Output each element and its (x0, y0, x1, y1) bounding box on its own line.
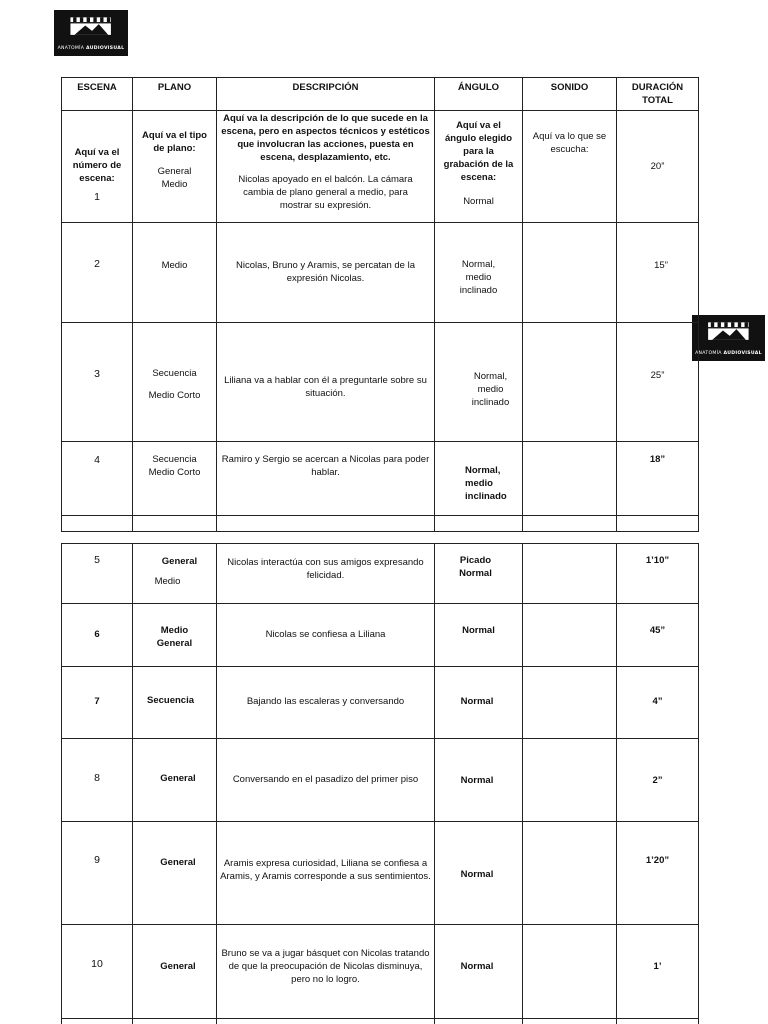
cell-plano (133, 111, 217, 223)
cell-plano: General (133, 925, 217, 1019)
cell-plano (133, 544, 217, 604)
cell-angulo: Normal, medio inclinado (435, 223, 523, 323)
empty-row (62, 516, 699, 532)
cell-descripcion: Liliana va a hablar con él a preguntarle sobre su situación. (217, 323, 435, 442)
plano-line-2: Medio Corto (148, 467, 201, 478)
cell-descripcion: Nicolas se confiesa a Liliana (217, 604, 435, 667)
cell-sonido (523, 604, 617, 667)
header-descripcion: DESCRIPCIÓN (217, 78, 435, 111)
cell-duracion: 25” (617, 323, 699, 442)
table-row (62, 739, 699, 822)
cell-plano: Medio General (133, 604, 217, 667)
storyboard-table (61, 77, 699, 532)
cell-duracion: 15” (617, 223, 699, 323)
cell-angulo: Normal (435, 822, 523, 925)
cell-duracion: 4” (617, 667, 699, 739)
brand-caption: ANATOMÍA AUDIOVISUAL (695, 351, 762, 357)
cell-plano: General (133, 822, 217, 925)
cell-angulo: Picado Normal (435, 544, 523, 604)
header-duracion: DURACIÓN TOTAL (617, 78, 699, 111)
descripcion-value: Nicolas apoyado en el balcón. La cámara cambia de plano general a medio, para mostrar su expresión. (238, 174, 413, 211)
clapperboard-mountain-icon (67, 16, 114, 36)
cell-descripcion: Conversando en el pasadizo del primer piso (217, 739, 435, 822)
table-row (62, 223, 699, 323)
cell-descripcion: Ramiro y Sergio se acercan a Nicolas para poder hablar. (217, 442, 435, 516)
plano-line-1: Secuencia (152, 368, 197, 379)
cell-sonido (523, 323, 617, 442)
storyboard-table-continued (61, 543, 699, 1024)
cell-angulo (435, 111, 523, 223)
angulo-intro: Aquí va el ángulo elegido para la grabación de la escena: (443, 120, 514, 183)
brand-logo-side (692, 315, 765, 361)
cell-duracion: 1’ (617, 925, 699, 1019)
cell-escena: 6 (62, 604, 133, 667)
cell-angulo: Normal (435, 667, 523, 739)
plano-line-2: Medio Corto (148, 390, 201, 401)
cell-sonido (523, 223, 617, 323)
table-row (62, 925, 699, 1019)
cell-duracion: 20” (617, 111, 699, 223)
header-plano: PLANO (133, 78, 217, 111)
brand-logo (54, 10, 128, 56)
cell-escena: 10 (62, 925, 133, 1019)
table-row (62, 822, 699, 925)
cell-duracion: 1’20” (617, 822, 699, 925)
table-row (62, 442, 699, 516)
partial-row (62, 1019, 699, 1024)
cell-plano (133, 442, 217, 516)
plano-intro: Aquí va el tipo de plano: (142, 130, 207, 154)
table-row (62, 323, 699, 442)
cell-escena: 8 (62, 739, 133, 822)
cell-duracion: 2” (617, 739, 699, 822)
plano-line-1: General (161, 556, 198, 567)
angulo-value: Normal (463, 196, 494, 207)
header-sonido: SONIDO (523, 78, 617, 111)
cell-sonido (523, 667, 617, 739)
cell-descripcion: Bruno se va a jugar básquet con Nicolas tratando de que la preocupación de Nicolas disminuya, pero no lo logro. (217, 925, 435, 1019)
cell-escena: 4 (62, 442, 133, 516)
cell-escena: 3 (62, 323, 133, 442)
cell-duracion: 45” (617, 604, 699, 667)
cell-sonido (523, 822, 617, 925)
table-row (62, 667, 699, 739)
table-row (62, 111, 699, 223)
cell-sonido (523, 739, 617, 822)
brand-caption: ANATOMÍA AUDIOVISUAL (57, 46, 125, 52)
plano-line-2: Medio (154, 576, 181, 587)
cell-angulo: Normal, medio inclinado (435, 323, 523, 442)
cell-escena: 5 (62, 544, 133, 604)
header-row (62, 78, 699, 111)
cell-angulo: Normal (435, 925, 523, 1019)
cell-sonido (523, 544, 617, 604)
escena-intro: Aquí va el número de escena: (72, 146, 122, 184)
escena-number: 1 (94, 190, 100, 203)
cell-escena: 9 (62, 822, 133, 925)
header-escena: ESCENA (62, 78, 133, 111)
cell-descripcion (217, 111, 435, 223)
plano-line-1: Secuencia (152, 454, 197, 465)
cell-escena: 7 (62, 667, 133, 739)
cell-descripcion: Nicolas, Bruno y Aramis, se percatan de la expresión Nicolas. (217, 223, 435, 323)
cell-plano: General (133, 739, 217, 822)
plano-value: General Medio (157, 166, 192, 190)
table-row (62, 604, 699, 667)
table-row (62, 544, 699, 604)
cell-descripcion: Nicolas interactúa con sus amigos expresando felicidad. (217, 544, 435, 604)
cell-sonido (523, 442, 617, 516)
cell-plano (133, 323, 217, 442)
descripcion-intro: Aquí va la descripción de lo que sucede en la escena, pero en aspectos técnicos y estéticos que involucran las acciones, puesta en escena, desplazamiento, etc. (221, 113, 430, 163)
header-angulo: ÁNGULO (435, 78, 523, 111)
clapperboard-mountain-icon (705, 321, 752, 341)
cell-duracion: 18” (617, 442, 699, 516)
cell-plano: Secuencia (133, 667, 217, 739)
cell-escena: 2 (62, 223, 133, 323)
cell-duracion: 1’10” (617, 544, 699, 604)
cell-angulo: Normal (435, 604, 523, 667)
cell-sonido (523, 111, 617, 223)
cell-angulo: Normal (435, 739, 523, 822)
cell-plano: Medio (133, 223, 217, 323)
cell-escena (62, 111, 133, 223)
cell-angulo: Normal, medio inclinado (435, 442, 523, 516)
cell-descripcion: Bajando las escaleras y conversando (217, 667, 435, 739)
sonido-value: Aquí va lo que se escucha: (532, 131, 607, 155)
cell-descripcion: Aramis expresa curiosidad, Liliana se confiesa a Aramis, y Aramis corresponde a sus sentimientos. (217, 822, 435, 925)
cell-sonido (523, 925, 617, 1019)
